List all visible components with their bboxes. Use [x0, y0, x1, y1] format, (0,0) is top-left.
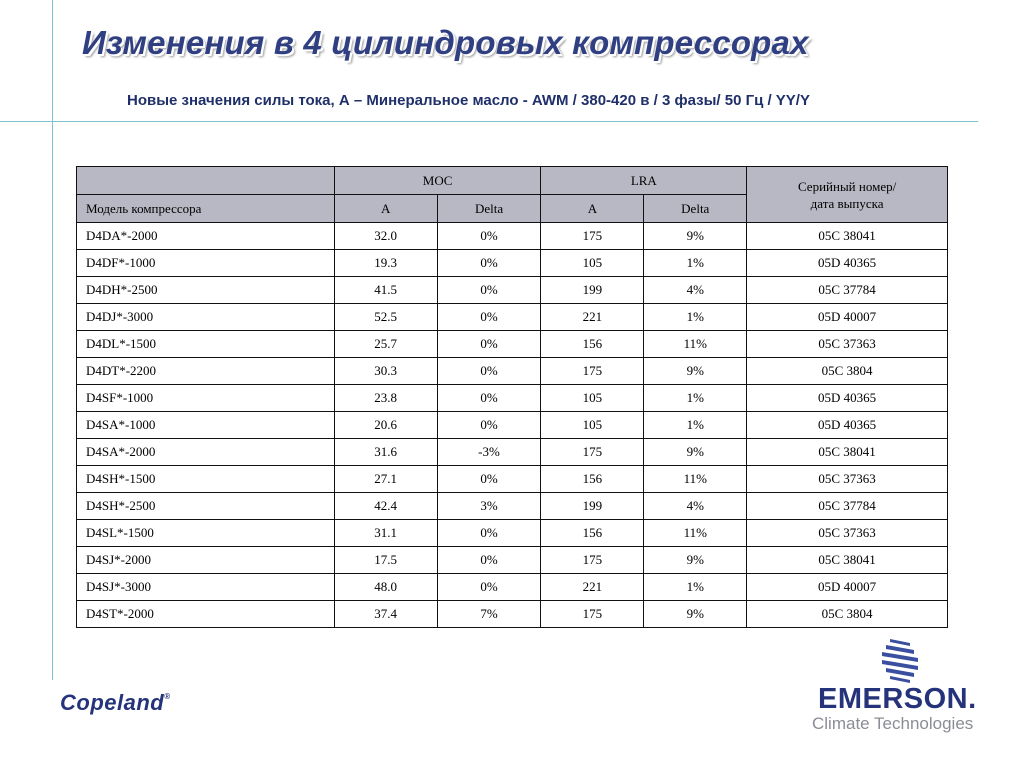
decorative-horizontal-line — [0, 121, 978, 122]
header-blank — [77, 167, 335, 195]
cell-moc-a: 48.0 — [334, 574, 437, 601]
cell-moc-a: 17.5 — [334, 547, 437, 574]
cell-moc-delta: 0% — [437, 574, 541, 601]
cell-serial: 05D 40007 — [747, 304, 948, 331]
cell-lra-delta: 11% — [644, 520, 747, 547]
cell-moc-delta: 0% — [437, 223, 541, 250]
cell-lra-delta: 11% — [644, 331, 747, 358]
cell-model: D4SJ*-2000 — [77, 547, 335, 574]
copeland-registered-mark: ® — [164, 692, 171, 701]
cell-moc-delta: 0% — [437, 358, 541, 385]
cell-moc-delta: 0% — [437, 385, 541, 412]
header-moc-delta: Delta — [437, 195, 541, 223]
cell-serial: 05C 3804 — [747, 601, 948, 628]
cell-lra-delta: 9% — [644, 601, 747, 628]
cell-serial: 05C 37363 — [747, 331, 948, 358]
slide-title: Изменения в 4 цилиндровых компрессорах — [82, 24, 809, 61]
cell-moc-a: 25.7 — [334, 331, 437, 358]
cell-lra-delta: 1% — [644, 250, 747, 277]
copeland-logo — [60, 690, 171, 716]
table-row — [77, 277, 948, 304]
cell-moc-a: 31.1 — [334, 520, 437, 547]
cell-model: D4DH*-2500 — [77, 277, 335, 304]
table-row — [77, 250, 948, 277]
cell-serial: 05C 3804 — [747, 358, 948, 385]
cell-model: D4SH*-1500 — [77, 466, 335, 493]
cell-moc-delta: 0% — [437, 277, 541, 304]
cell-serial: 05D 40007 — [747, 574, 948, 601]
cell-model: D4SA*-2000 — [77, 439, 335, 466]
cell-model: D4DL*-1500 — [77, 331, 335, 358]
copeland-logo-text: Copeland — [60, 690, 165, 715]
header-model: Модель компрессора — [77, 195, 335, 223]
table-body — [77, 223, 948, 628]
cell-serial: 05D 40365 — [747, 250, 948, 277]
slide-subtitle: Новые значения силы тока, А – Минеральное масло - AWM / 380-420 в / 3 фазы/ 50 Гц / YY/Y — [127, 92, 810, 109]
cell-model: D4DF*-1000 — [77, 250, 335, 277]
cell-serial: 05C 38041 — [747, 223, 948, 250]
table-row — [77, 412, 948, 439]
cell-moc-delta: 3% — [437, 493, 541, 520]
cell-lra-a: 156 — [541, 520, 644, 547]
table-row — [77, 466, 948, 493]
cell-serial: 05C 37363 — [747, 520, 948, 547]
cell-lra-delta: 1% — [644, 304, 747, 331]
cell-lra-a: 221 — [541, 574, 644, 601]
cell-moc-delta: 0% — [437, 304, 541, 331]
cell-model: D4SF*-1000 — [77, 385, 335, 412]
cell-model: D4SL*-1500 — [77, 520, 335, 547]
cell-model: D4DJ*-3000 — [77, 304, 335, 331]
cell-moc-a: 37.4 — [334, 601, 437, 628]
cell-lra-a: 105 — [541, 385, 644, 412]
cell-moc-delta: 0% — [437, 250, 541, 277]
cell-lra-a: 156 — [541, 466, 644, 493]
table-row — [77, 493, 948, 520]
table-row — [77, 520, 948, 547]
cell-lra-a: 175 — [541, 223, 644, 250]
cell-moc-delta: 0% — [437, 466, 541, 493]
cell-lra-delta: 4% — [644, 493, 747, 520]
cell-moc-a: 19.3 — [334, 250, 437, 277]
cell-serial: 05D 40365 — [747, 412, 948, 439]
cell-model: D4DT*-2200 — [77, 358, 335, 385]
cell-moc-a: 20.6 — [334, 412, 437, 439]
cell-lra-a: 105 — [541, 412, 644, 439]
cell-moc-a: 30.3 — [334, 358, 437, 385]
table-row — [77, 304, 948, 331]
cell-moc-delta: 0% — [437, 331, 541, 358]
cell-model: D4ST*-2000 — [77, 601, 335, 628]
cell-lra-delta: 1% — [644, 574, 747, 601]
table-row — [77, 331, 948, 358]
emerson-logo-icon — [872, 638, 928, 686]
header-moc: MOC — [334, 167, 541, 195]
cell-model: D4DA*-2000 — [77, 223, 335, 250]
cell-lra-a: 175 — [541, 547, 644, 574]
cell-lra-a: 175 — [541, 439, 644, 466]
table-row — [77, 439, 948, 466]
cell-lra-a: 199 — [541, 493, 644, 520]
cell-lra-delta: 9% — [644, 547, 747, 574]
cell-serial: 05C 37784 — [747, 493, 948, 520]
header-lra-a: A — [541, 195, 644, 223]
cell-moc-delta: 0% — [437, 520, 541, 547]
cell-lra-a: 199 — [541, 277, 644, 304]
header-serial-line1: Серийный номер/ — [797, 178, 897, 194]
cell-serial: 05C 38041 — [747, 547, 948, 574]
table-row — [77, 385, 948, 412]
cell-lra-delta: 11% — [644, 466, 747, 493]
table-row — [77, 574, 948, 601]
table-row — [77, 601, 948, 628]
cell-lra-delta: 1% — [644, 412, 747, 439]
cell-moc-a: 41.5 — [334, 277, 437, 304]
table-header-group-row — [77, 167, 948, 195]
table-row — [77, 547, 948, 574]
header-lra: LRA — [541, 167, 747, 195]
emerson-wordmark: EMERSON. — [818, 683, 977, 715]
table-header — [77, 167, 948, 223]
cell-lra-a: 175 — [541, 358, 644, 385]
cell-model: D4SA*-1000 — [77, 412, 335, 439]
cell-lra-a: 175 — [541, 601, 644, 628]
header-moc-a: A — [334, 195, 437, 223]
cell-lra-a: 105 — [541, 250, 644, 277]
table-row — [77, 358, 948, 385]
cell-serial: 05D 40365 — [747, 385, 948, 412]
cell-moc-a: 31.6 — [334, 439, 437, 466]
climate-technologies-text: Climate Technologies — [812, 714, 974, 733]
cell-lra-delta: 1% — [644, 385, 747, 412]
decorative-vertical-line — [52, 0, 53, 680]
cell-moc-delta: 0% — [437, 412, 541, 439]
header-serial — [747, 167, 948, 223]
cell-lra-delta: 9% — [644, 358, 747, 385]
cell-serial: 05C 37784 — [747, 277, 948, 304]
header-serial-line2: дата выпуска — [810, 195, 884, 211]
cell-moc-a: 23.8 — [334, 385, 437, 412]
cell-moc-delta: -3% — [437, 439, 541, 466]
cell-moc-a: 52.5 — [334, 304, 437, 331]
cell-model: D4SJ*-3000 — [77, 574, 335, 601]
cell-lra-a: 221 — [541, 304, 644, 331]
cell-moc-delta: 0% — [437, 547, 541, 574]
cell-lra-delta: 4% — [644, 277, 747, 304]
header-lra-delta: Delta — [644, 195, 747, 223]
cell-moc-delta: 7% — [437, 601, 541, 628]
cell-moc-a: 42.4 — [334, 493, 437, 520]
cell-lra-delta: 9% — [644, 439, 747, 466]
cell-serial: 05C 37363 — [747, 466, 948, 493]
cell-serial: 05C 38041 — [747, 439, 948, 466]
table-row — [77, 223, 948, 250]
cell-lra-delta: 9% — [644, 223, 747, 250]
cell-moc-a: 27.1 — [334, 466, 437, 493]
cell-moc-a: 32.0 — [334, 223, 437, 250]
compressor-table — [76, 166, 948, 628]
cell-lra-a: 156 — [541, 331, 644, 358]
cell-model: D4SH*-2500 — [77, 493, 335, 520]
